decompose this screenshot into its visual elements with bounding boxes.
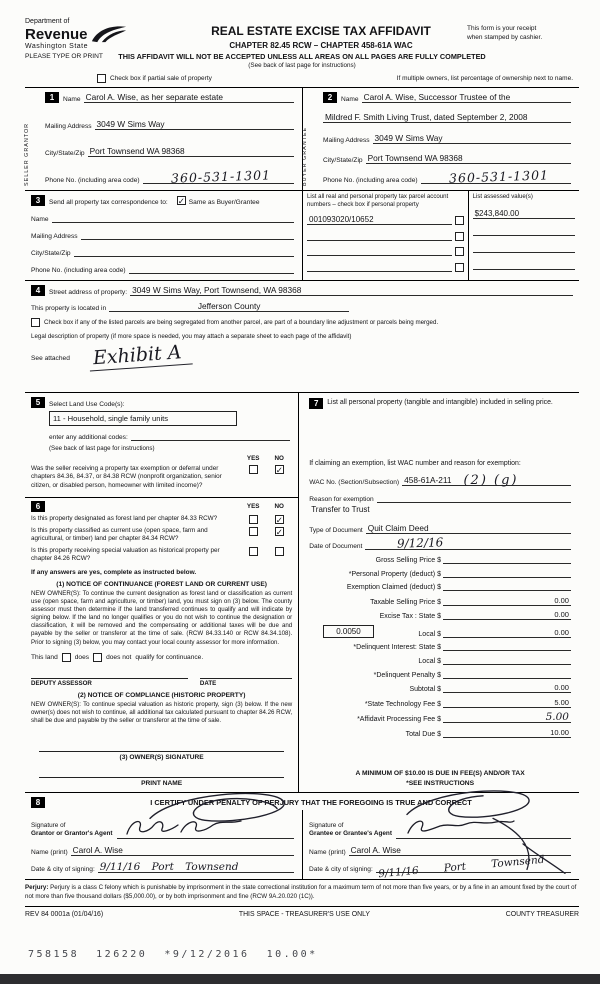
q2-yes-col [240,527,266,536]
local-tax-row [309,625,571,638]
taxable-selling-price-value: 0.00 [554,595,569,605]
correspondence-address-field[interactable] [81,230,294,240]
personal-property-deduct-row [309,569,571,578]
does-label: does [74,653,90,661]
local-tax-field[interactable] [443,628,571,638]
street-address-row [31,285,573,296]
excise-tax-state-label: Excise Tax : State $ [379,613,441,621]
local-rate-box: 0.0050 [323,625,373,638]
land-qualify-row [31,653,292,662]
exemption-claimed-row [309,582,571,591]
title-block [175,18,467,50]
print-name-line[interactable] [39,777,284,778]
parcel-numbers-header: List all real and personal property tax parcel account numbers – check box if personal property [307,193,449,208]
no-box-col [266,465,292,474]
grantee-date-row [309,853,571,881]
section-4-number: 4 [31,285,45,296]
subtotal-label: Subtotal $ [409,686,441,694]
form-chapter: CHAPTER 82.45 RCW – CHAPTER 458-61A WAC [229,41,413,50]
delinquent-penalty-label: *Delinquent Penalty $ [373,671,441,679]
affidavit-processing-fee-value: 5.00 [545,711,569,724]
correspondence-csz-label: City/State/Zip [31,250,71,257]
multiple-owners-note: If multiple owners, list percentage of ownership next to name. [396,75,573,82]
owners-signature-line[interactable] [39,751,284,752]
segregated-checkbox[interactable] [31,318,40,327]
wac-label: WAC No. (Section/Subsection) [309,479,400,487]
receipt-line-1: This form is your receipt [467,25,537,32]
section-8-number: 8 [31,797,45,808]
warning-row [25,52,579,69]
historic-question-row [31,547,292,564]
delinquent-interest-local-label: Local $ [418,658,441,666]
deputy-assessor-line[interactable]: DEPUTY ASSESSOR [31,678,188,687]
grantee-date-handwriting: 9/11/16 Port Townsend [377,853,545,881]
buyer-address-field[interactable]: 3049 W Sims Way [373,133,571,144]
state-technology-fee-value: 5.00 [554,697,569,707]
section-6-yes-no-header [240,503,292,510]
grantee-name-field[interactable]: Carol A. Wise [349,845,571,856]
correspondence-phone-row [31,264,294,274]
street-address-field[interactable]: 3049 W Sims Way, Port Townsend, WA 98368 [130,285,573,296]
q3-no-checkbox[interactable] [275,547,284,556]
section-6-number: 6 [31,501,45,512]
same-as-buyer-checkbox[interactable]: ✓ [177,196,185,205]
buyer-name-field[interactable]: Carol A. Wise, Successor Trustee of the [362,92,571,103]
seller-phone-row [45,167,294,186]
buyer-address-label: Mailing Address [323,136,370,144]
subtotal-field[interactable] [443,683,571,693]
grantor-signature-half [25,810,302,879]
dor-swoosh-icon [91,25,127,43]
document-date-handwriting: 9/12/16 [397,535,444,552]
exemption-answer-boxes [240,465,292,490]
please-type-or-print: PLEASE TYPE OR PRINT [25,53,103,60]
acceptance-warning: THIS AFFIDAVIT WILL NOT BE ACCEPTED UNLESS ALL AREAS ON ALL PAGES ARE FULLY COMPLETED [118,52,486,61]
buyer-phone-handwriting: 360-531-1301 [448,167,549,186]
receipt-note [467,24,579,42]
assessed-values-column [469,191,579,280]
current-use-question: Is this property classified as current use (open space, farm and agricultural, or timber) land per chapter 84.34 RCW? [31,527,208,543]
subtotal-row [309,683,571,693]
personal-property-intro: List all personal property (tangible and intangible) included in selling price. [327,399,553,406]
correspondence-address-label: Mailing Address [31,233,78,240]
buyer-csz-row [323,153,571,164]
document-date-label: Date of Document [309,543,363,551]
wac-handwriting: (2) (g) [463,473,519,489]
certify-statement: I CERTIFY UNDER PENALTY OF PERJURY THAT THE FOREGOING IS TRUE AND CORRECT [150,798,472,807]
section-7-number: 7 [309,398,323,409]
q3-no-col [266,547,292,556]
taxable-selling-price-label: Taxable Selling Price $ [370,598,441,606]
s6-yes-header: YES [246,503,260,511]
affidavit-processing-fee-row [309,712,571,723]
q1-yes-checkbox[interactable] [249,515,258,524]
document-type-label: Type of Document [309,527,363,535]
additional-codes-field[interactable] [131,431,290,441]
reason-field[interactable] [377,493,571,503]
gross-selling-price-label: Gross Selling Price $ [375,556,441,564]
no-header: NO [274,455,284,462]
correspondence-name-field[interactable] [52,213,294,223]
wac-number: 458-61A-211 [404,475,452,486]
logo-row [25,25,175,43]
street-address-label: Street address of property: [49,289,128,296]
taxable-selling-price-field[interactable] [443,596,571,606]
section-3-number: 3 [31,195,45,206]
logo-department-of: Department of [25,18,70,25]
local-tax-label: Local $ [418,630,441,638]
section-5-see-back: (See back of last page for instructions) [49,445,155,452]
personal-property-blank-area[interactable] [309,409,571,459]
segregated-row [31,318,573,327]
perjury-paragraph [25,884,579,901]
personal-property-deduct-field[interactable] [443,569,571,578]
section-4 [25,281,579,393]
buyer-address-row [323,133,571,144]
q3-yes-checkbox[interactable] [249,547,258,556]
document-date-field[interactable] [365,535,571,552]
grantor-agent-label: Grantor or Grantor's Agent [31,830,113,838]
seller-csz-row [45,146,294,157]
grantee-signature-row [309,812,571,839]
land-use-title: Select Land Use Code(s): [49,401,125,408]
buyer-phone-row [323,167,571,186]
section-1-number: 1 [45,92,59,103]
seller-phone-label: Phone No. (including area code) [45,177,140,184]
assessed-value-field-2[interactable] [473,227,575,236]
section-1-seller [25,88,302,190]
correspondence-name-row [31,213,294,223]
grantee-name-print-label: Name (print) [309,849,346,856]
buyer-name-field-2[interactable]: Mildred F. Smith Living Trust, dated September 2, 2008 [323,112,571,123]
certify-row [25,793,579,810]
form-content [25,18,579,918]
document-type-row [309,523,571,534]
receipt-line-2: when stamped by cashier. [467,34,543,42]
delinquent-penalty-field[interactable] [443,670,571,679]
grantee-signature-labels [309,822,392,839]
qualify-label: qualify for continuance. [135,653,204,661]
exemption-question: Was the seller receiving a property tax exemption or deferral under chapters 84.36, 84.37, or 84.38 RCW (nonprofit organization, senior citizen, or disabled person, homeowner with limited income)? [31,465,222,489]
county-row [31,301,573,312]
total-due-value: 10.00 [550,728,569,738]
parcel-row-1 [307,215,464,225]
grantor-signature-ink [121,816,261,840]
correspondence-name-label: Name [31,216,49,223]
middle-columns [25,393,579,793]
section-6-header [31,501,292,512]
exemption-question-row [31,465,292,490]
section-5 [25,393,298,498]
see-instructions-note: *SEE INSTRUCTIONS [406,780,475,787]
additional-codes-label: enter any additional codes: [49,434,128,441]
assessed-value-field-4[interactable] [473,261,575,270]
notice-continuance-title: (1) NOTICE OF CONTINUANCE (FOREST LAND OR CURRENT USE) [56,580,267,588]
q1-no-col [266,515,292,524]
forest-land-boxes [240,515,292,524]
grantor-name-field[interactable]: Carol A. Wise [71,845,294,856]
grantee-signature-half [302,810,579,879]
reason-row [309,493,571,503]
does-not-label: does not [106,653,132,661]
correspondence-address-row [31,230,294,240]
correspondence-phone-label: Phone No. (including area code) [31,267,126,274]
county-treasurer-label: COUNTY TREASURER [505,911,579,919]
notice-compliance-body: NEW OWNER(S): To continue special valuation as historic property, sign (3) below. If the new owner(s) does not wish to continue, all additional tax calculated pursuant to chapter 84.26 RCW, shall be due and payable by the seller or transferor at the time of sale. [31,700,293,725]
logo-washington-state: Washington State [25,43,88,50]
q3-yes-col [240,547,266,556]
historic-boxes [240,547,292,564]
seller-csz-field[interactable]: Port Townsend WA 98368 [88,146,294,157]
wac-row [309,473,571,489]
treasurer-space-label: THIS SPACE - TREASURER'S USE ONLY [238,911,370,919]
county-field[interactable]: Jefferson County [109,301,349,312]
reason-value: Transfer to Trust [311,505,370,515]
parcel-number-field-3[interactable] [307,247,452,256]
see-back-note: (See back of last page for instructions) [248,62,356,69]
q2-no-col [266,527,292,536]
seller-phone-field[interactable] [143,167,294,186]
minimum-due-note: A MINIMUM OF $10.00 IS DUE IN FEE(S) AND/OR TAX [355,770,525,777]
exemption-claimed-label: Exemption Claimed (deduct) $ [346,584,441,592]
buyer-name-row-2 [323,112,571,123]
grantor-date-row [31,862,294,873]
scan-edge-bar [0,974,600,984]
land-use-code-box[interactable]: 11 - Household, single family units [49,411,237,426]
section-6 [25,498,298,792]
affidavit-processing-fee-label: *Affidavit Processing Fee $ [357,716,441,724]
land-use-header-row [31,397,292,408]
section-2-buyer [302,88,579,190]
q1-no-checkbox[interactable]: ✓ [275,515,283,525]
delinquent-interest-state-row [309,642,571,651]
personal-property-deduct-label: *Personal Property (deduct) $ [348,570,441,578]
see-attached-row [31,341,573,370]
deputy-assessor-row [31,678,292,687]
personal-property-checkbox-3[interactable] [455,247,464,256]
grantee-signature-field[interactable] [396,814,571,839]
owners-signature-block [31,751,292,761]
buyer-phone-field[interactable] [421,167,571,186]
total-due-field[interactable] [443,728,571,738]
logo-revenue: Revenue [25,25,88,43]
section-5-number: 5 [31,397,45,408]
footer-row [25,906,579,918]
assessed-rows [473,201,575,278]
exemption-note: If claiming an exemption, list WAC number and reason for exemption: [309,460,521,467]
subtotal-value: 0.00 [554,683,569,693]
document-type-field[interactable]: Quit Claim Deed [366,523,571,534]
additional-codes-row [49,431,290,441]
perjury-label: Perjury: [25,884,49,891]
exemption-claimed-field[interactable] [443,582,571,591]
personal-property-checkbox-2[interactable] [455,232,464,241]
see-attached-label: See attached [31,355,70,362]
header [25,18,579,50]
delinquent-penalty-row [309,670,571,679]
grantee-signature-of-label: Signature of [309,821,344,829]
grantee-signature-ink [400,816,520,840]
delinquent-interest-local-row [309,656,571,665]
this-land-label: This land [31,653,58,661]
parcel-number-field-4[interactable] [307,263,452,272]
q2-no-checkbox[interactable]: ✓ [275,527,283,537]
seller-csz-label: City/State/Zip [45,150,85,157]
owners-signature-label: (3) OWNER(S) SIGNATURE [119,754,204,761]
notice-compliance-title: (2) NOTICE OF COMPLIANCE (HISTORIC PROPERTY) [77,691,246,699]
buyer-csz-field[interactable]: Port Townsend WA 98368 [366,153,571,164]
personal-property-checkbox-4[interactable] [455,263,464,272]
delinquent-interest-state-field[interactable] [443,642,571,651]
forest-land-question: Is this property designated as forest land per chapter 84.33 RCW? [31,515,218,523]
form-title: REAL ESTATE EXCISE TAX AFFIDAVIT [211,24,431,38]
gross-selling-price-row [309,555,571,564]
section-3-correspondence [25,191,302,280]
local-tax-value: 0.00 [554,627,569,637]
correspondence-phone-field[interactable] [129,264,294,274]
signature-halves [25,810,579,879]
print-name-block [31,777,292,787]
forest-land-question-row [31,515,292,524]
total-due-label: Total Due $ [405,731,441,739]
current-use-boxes [240,527,292,544]
does-not-checkbox[interactable] [93,653,102,662]
section-5-yes-no-header [31,455,292,462]
buyer-name-label: Name [341,96,359,103]
buyer-phone-label: Phone No. (including area code) [323,177,418,184]
parcel-row-3 [307,247,464,256]
correspondence-csz-row [31,247,294,257]
q2-yes-checkbox[interactable] [249,527,258,536]
section-8 [25,793,579,880]
excise-tax-state-field[interactable] [443,610,571,620]
parcel-number-field-2[interactable] [307,232,452,241]
buyer-csz-label: City/State/Zip [323,156,363,164]
deputy-date-line[interactable]: DATE [200,678,292,687]
notice-continuance-body: NEW OWNER(S): To continue the current designation as forest land or classification as current use (open space, farm and agriculture, or timber) land, you must sign on (3) below. The county assessor must then determine if the land transferred continues to qualify and will indicate by signing below. If the land no longer qualifies or you do not wish to continue the designation or classification, it will be removed and the compensating or additional taxes will be due and payable by the seller or transferor at the time of sale. (RCW 84.33.140 or RCW 84.34.108). Prior to signing (3) below, you may contact your local county assessor for more information. [31,589,293,646]
yes-header: YES [246,455,260,462]
seller-address-row [45,119,294,130]
section-7 [299,393,579,792]
q1-yes-col [240,515,266,524]
correspondence-csz-field[interactable] [74,247,294,257]
assessed-value-field-3[interactable] [473,244,575,253]
exhibit-a-handwriting: Exhibit A [88,340,192,371]
buyer-name-row [323,92,571,103]
grantor-signature-row [31,812,294,839]
parcel-row-4 [307,263,464,272]
section-3 [25,191,579,281]
personal-property-checkbox-1[interactable] [455,216,464,225]
affidavit-processing-fee-field[interactable] [443,712,571,723]
grantee-date-label: Date & city of signing: [309,866,373,873]
same-as-buyer-label: Same as Buyer/Grantee [188,199,260,206]
seller-address-label: Mailing Address [45,123,92,130]
yes-box-col [240,465,266,474]
parcel-number-field-1[interactable]: 001093020/10652 [307,215,452,225]
partial-sale-label: Check box if partial sale of property [110,75,212,82]
delinquent-interest-state-label: *Delinquent Interest: State $ [353,644,441,652]
state-technology-fee-field[interactable] [443,698,571,708]
buyer-grantee-side-label: BUYER GRANTEE [302,126,308,186]
seller-address-field[interactable]: 3049 W Sims Way [95,119,294,130]
segregated-label: Check box if any of the listed parcels are being segregated from another parcel, are part of a boundary line adjustment or parcels being merged. [44,319,439,326]
section-3-parcels [302,191,579,280]
seller-name-row [45,92,294,103]
state-technology-fee-row [309,698,571,708]
s5-no-checkbox[interactable]: ✓ [275,465,283,474]
state-technology-fee-label: *State Technology Fee $ [364,700,441,708]
legal-description-label: Legal description of property (if more space is needed, you may attach a separate sheet to each page of the affidavit) [31,333,352,340]
if-yes-note: If any answers are yes, complete as instructed below. [31,568,197,576]
s6-no-header: NO [274,503,284,511]
total-due-row [309,728,571,738]
send-correspondence-label: Send all property tax correspondence to: [49,199,168,206]
grantor-name-print-label: Name (print) [31,849,68,856]
print-name-label: PRINT NAME [141,780,183,787]
gross-selling-price-field[interactable] [443,555,571,564]
cashier-stamp: 758158 126220 *9/12/2016 10.00* [28,949,318,960]
assessed-value-field-1[interactable]: $243,840.00 [473,209,575,219]
grantor-name-row [31,845,294,856]
wac-field[interactable] [402,473,571,489]
grantor-date-label: Date & city of signing: [31,866,95,873]
grantor-date-field[interactable] [98,862,294,873]
section-seller-buyer [25,87,579,191]
delinquent-interest-local-field[interactable] [443,656,571,665]
historic-question: Is this property receiving special valuation as historical property per chapter 84.26 RCW? [31,546,220,563]
grantor-signature-of-label: Signature of [31,821,66,829]
partial-sale-checkbox[interactable] [97,74,106,83]
seller-name-label: Name [63,96,81,103]
seller-name-field[interactable]: Carol A. Wise, as her separate estate [84,92,294,103]
s5-yes-checkbox[interactable] [249,465,258,474]
grantee-date-field[interactable] [376,853,571,881]
personal-property-header-row [309,398,571,409]
correspondence-header-row [31,195,294,206]
grantee-agent-label: Grantee or Grantee's Agent [309,830,392,838]
parcel-numbers-column [303,191,469,280]
seller-grantor-side-label: SELLER GRANTOR [24,122,30,186]
section-2-number: 2 [323,92,337,103]
parcel-row-2 [307,232,464,241]
excise-tax-state-value: 0.00 [554,610,569,620]
does-checkbox[interactable] [62,653,71,662]
located-in-label: This property is located in [31,305,107,312]
current-use-question-row [31,527,292,544]
partial-sale-row [97,74,573,83]
rev-number: REV 84 0001a (01/04/16) [25,911,104,919]
taxable-selling-price-row [309,596,571,606]
grantor-signature-labels [31,822,113,839]
grantor-signature-field[interactable] [117,814,294,839]
perjury-body: Perjury is a class C felony which is punishable by imprisonment in the state correctional institution for a maximum term of not more than five years, or by a fine in an amount fixed by the court of not more than five thousand dollars ($5,000.00), or by both imprisonment and fine (RCW 9A.20.020 (1C)). [25,884,577,900]
excise-tax-state-row [309,610,571,620]
left-column [25,393,299,792]
reason-label: Reason for exemption [309,496,374,504]
document-date-row [309,535,571,552]
seller-phone-handwriting: 360-531-1301 [170,167,271,186]
grantor-date-handwriting: 9/11/16 Port Townsend [99,861,239,873]
dor-logo [25,18,175,50]
parcel-rows [307,209,464,278]
assessed-values-header: List assessed value(s) [472,193,533,200]
